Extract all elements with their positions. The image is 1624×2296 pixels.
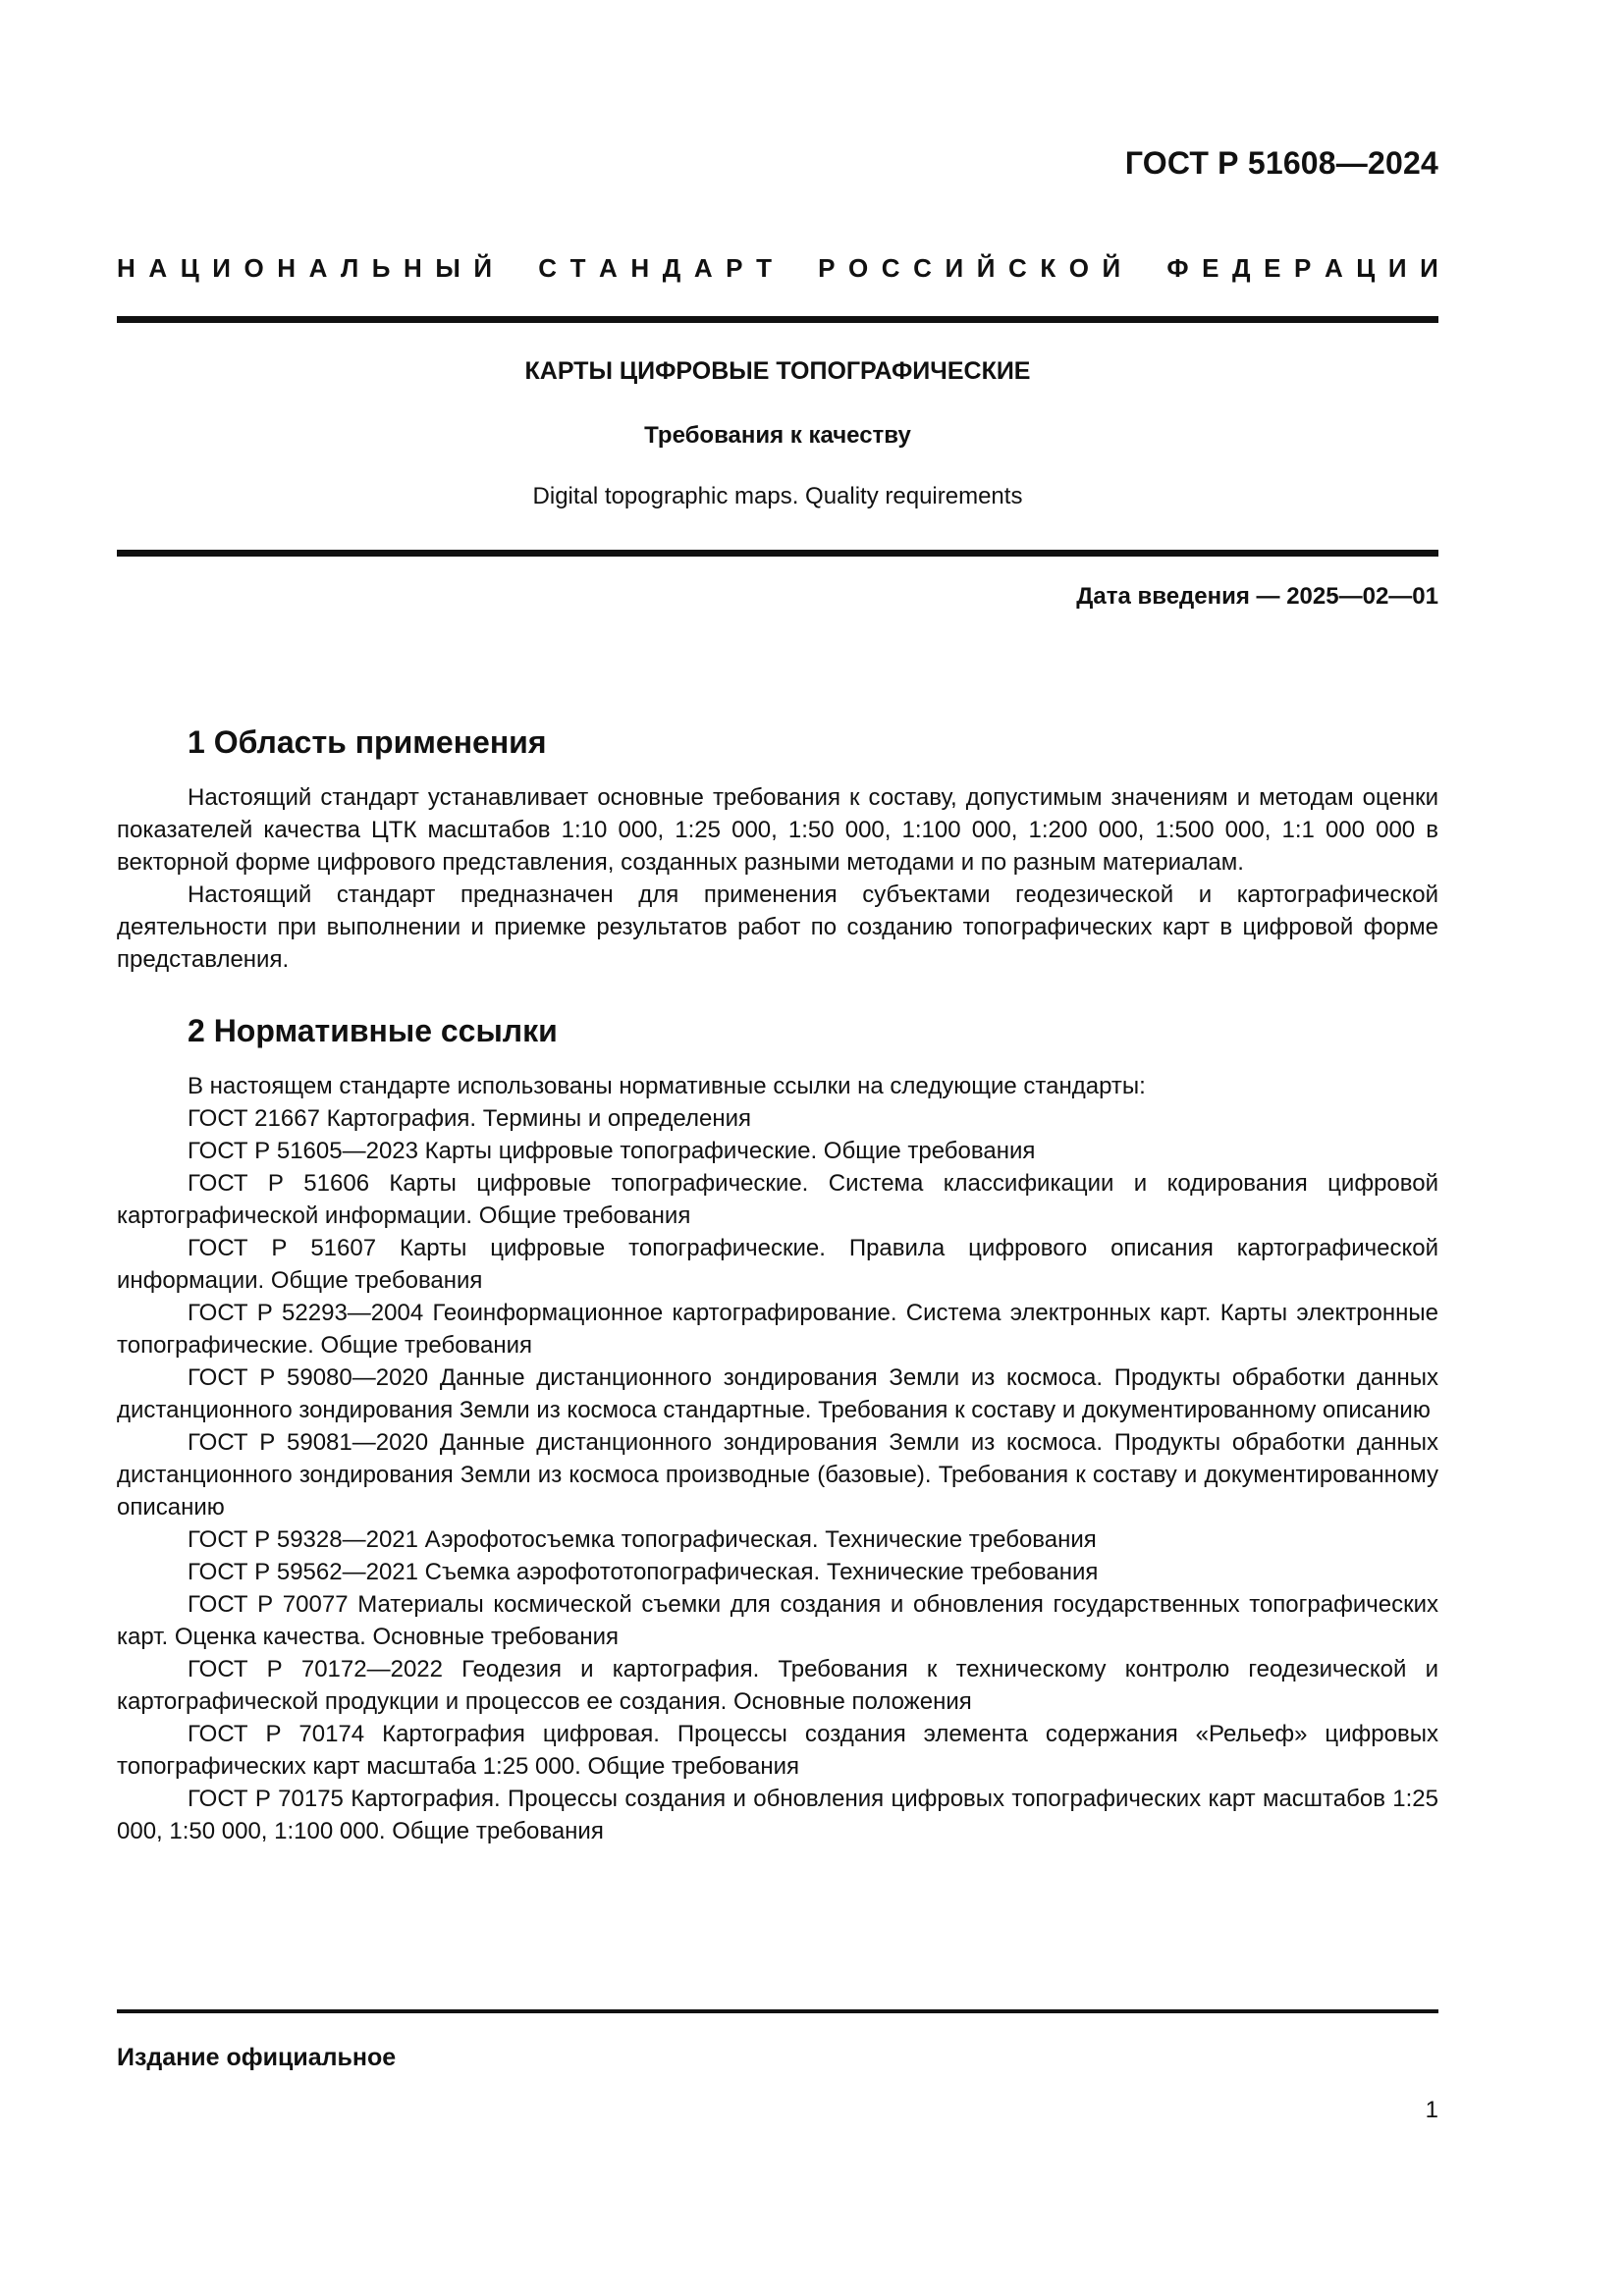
paragraph: ГОСТ 21667 Картография. Термины и определения [188, 1105, 751, 1132]
banner-letter: А [693, 253, 713, 283]
document-subtitle: Требования к качеству [644, 422, 911, 449]
word-gap [785, 253, 805, 284]
paragraph: ГОСТ Р 59081—2020 Данные дистанционного зондирования Земли из космоса. Продукты обработки данных дистанционного зондирования Земли из космоса производные (базовые). Требования к составу и документированному описанию [117, 1429, 1438, 1521]
section-paragraphs [117, 781, 1438, 976]
banner-letter: С [1007, 253, 1027, 283]
banner-letter: С [881, 253, 900, 283]
banner-letter: И [1420, 253, 1438, 283]
paragraph: ГОСТ Р 59080—2020 Данные дистанционного зондирования Земли из космоса. Продукты обработки данных дистанционного зондирования Земли из космоса стандартные. Требования к составу и документированному описанию [117, 1364, 1438, 1423]
section-paragraphs [117, 1070, 1438, 1847]
paragraph: ГОСТ Р 51605—2023 Карты цифровые топографические. Общие требования [188, 1138, 1036, 1164]
banner-letter: Р [726, 253, 743, 283]
word-gap [1134, 253, 1154, 284]
banner-letter: А [148, 253, 168, 283]
paragraph: ГОСТ Р 70172—2022 Геодезия и картография. Требования к техническому контролю геодезической и картографической продукции и процессов ее создания. Основные положения [117, 1656, 1438, 1715]
paragraph: ГОСТ Р 59562—2021 Съемка аэрофототопографическая. Технические требования [188, 1559, 1099, 1585]
section-scope [117, 722, 1438, 976]
banner-letter: Д [662, 253, 681, 283]
banner-letter: Т [569, 253, 586, 283]
banner-letter: Й [976, 253, 996, 283]
title-divider [117, 550, 1438, 557]
banner-letter: С [538, 253, 558, 283]
banner-letter: Н [117, 253, 135, 283]
document-body [117, 722, 1438, 1847]
page-number: 1 [1425, 2097, 1438, 2123]
banner-letter: И [945, 253, 964, 283]
banner-letter: Л [340, 253, 359, 283]
document-code: ГОСТ Р 51608—2024 [1124, 145, 1438, 181]
banner-letter: Р [818, 253, 836, 283]
banner-letter: Д [1232, 253, 1251, 283]
banner-letter: О [244, 253, 264, 283]
banner-letter: Т [756, 253, 772, 283]
banner-letter: Й [1102, 253, 1121, 283]
document-title: КАРТЫ ЦИФРОВЫЕ ТОПОГРАФИЧЕСКИЕ [524, 357, 1031, 385]
banner-letter: Ц [180, 253, 199, 283]
section-heading: 1 Область применения [188, 724, 547, 760]
banner-letter: Ь [371, 253, 391, 283]
paragraph: Настоящий стандарт устанавливает основные требования к составу, допустимым значениям и методам оценки показателей качества ЦТК масштабов 1:10 000, 1:25 000, 1:50 000, 1:100 000, 1:200 000, 1:500 000, 1:1 000 000 в векторной форме цифрового представления, созданных разными методами и по разным материалам. [117, 784, 1438, 876]
word-gap [506, 253, 525, 284]
banner-letter: Н [630, 253, 650, 283]
paragraph: ГОСТ Р 70077 Материалы космической съемки для создания и обновления государственных топографических карт. Оценка качества. Основные требования [117, 1591, 1438, 1650]
top-divider [117, 316, 1438, 323]
paragraph: ГОСТ Р 51606 Карты цифровые топографические. Система классификации и кодирования цифровой картографической информации. Общие требования [117, 1170, 1438, 1229]
banner-letter: А [1324, 253, 1343, 283]
paragraph: ГОСТ Р 70174 Картография цифровая. Процессы создания элемента содержания «Рельеф» цифровых топографических карт масштаба 1:25 000. Общие требования [117, 1721, 1438, 1780]
banner-letter: С [913, 253, 932, 283]
banner-letter: Р [1294, 253, 1312, 283]
national-standard-banner [117, 253, 1438, 284]
paragraph: В настоящем стандарте использованы нормативные ссылки на следующие стандарты: [188, 1073, 1146, 1099]
paragraph: ГОСТ Р 52293—2004 Геоинформационное картографирование. Система электронных карт. Карты электронные топографические. Общие требования [117, 1300, 1438, 1359]
paragraph: ГОСТ Р 51607 Карты цифровые топографические. Правила цифрового описания картографической информации. Общие требования [117, 1235, 1438, 1294]
document-page [117, 0, 1438, 2296]
banner-letter: Й [473, 253, 493, 283]
banner-letter: А [308, 253, 328, 283]
banner-letter: И [1387, 253, 1407, 283]
paragraph: Настоящий стандарт предназначен для применения субъектами геодезической и картографической деятельности при выполнении и приемке результатов работ по созданию топографических карт в цифровой форме представления. [117, 881, 1438, 973]
section-heading: 2 Нормативные ссылки [188, 1013, 558, 1048]
banner-letter: Н [404, 253, 422, 283]
banner-letter: К [1040, 253, 1056, 283]
banner-letter: Е [1202, 253, 1219, 283]
banner-letter: О [1068, 253, 1089, 283]
paragraph: ГОСТ Р 70175 Картография. Процессы создания и обновления цифровых топографических карт масштабов 1:25 000, 1:50 000, 1:100 000. Общие требования [117, 1786, 1438, 1844]
banner-letter: Ф [1166, 253, 1189, 283]
paragraph: ГОСТ Р 59328—2021 Аэрофотосъемка топографическая. Технические требования [188, 1526, 1097, 1553]
banner-letter: А [599, 253, 618, 283]
english-title: Digital topographic maps. Quality requirements [532, 483, 1023, 509]
official-edition-label: Издание официальное [117, 2044, 397, 2071]
introduction-date: Дата введения — 2025—02—01 [1076, 583, 1438, 610]
banner-letter: Ц [1356, 253, 1376, 283]
banner-letter: Е [1264, 253, 1281, 283]
banner-letter: Н [277, 253, 297, 283]
section-normative-references [117, 1011, 1438, 1847]
footer-divider [117, 2009, 1438, 2013]
banner-letter: И [212, 253, 231, 283]
banner-letter: О [847, 253, 869, 283]
banner-letter: Ы [435, 253, 460, 283]
